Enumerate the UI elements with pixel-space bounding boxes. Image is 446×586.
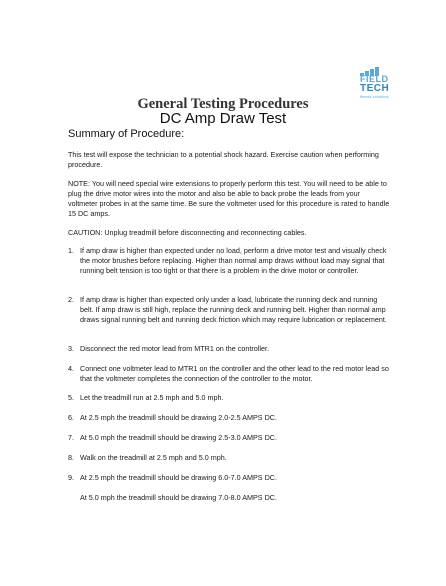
summary-heading: Summary of Procedure: (68, 128, 185, 140)
list-item (68, 473, 390, 483)
list-item-continuation: At 5.0 mph the treadmill should be drawing 7.0-8.0 AMPS DC. (80, 493, 277, 502)
list-item-number: 7. (68, 433, 74, 442)
logo-word-tech: TECH (360, 83, 390, 94)
list-item-text: Disconnect the red motor lead from MTR1 on the controller. (80, 344, 269, 353)
list-item-number: 8. (68, 453, 74, 462)
list-item (68, 364, 390, 384)
list-item-number: 3. (68, 344, 74, 353)
page-title: General Testing Procedures (137, 96, 309, 112)
list-item-number: 4. (68, 364, 74, 373)
list-item-text: If amp draw is higher than expected only under a load, lubricate the running deck and running belt. If amp draw is still high, replace the running deck and running belt. Higher than normal amp draws signal running belt and running deck friction which may require lubrication or replacement. (80, 295, 387, 324)
list-item (68, 295, 390, 325)
intro-paragraph: This test will expose the technician to a potential shock hazard. Exercise caution when performing procedure. (68, 150, 379, 169)
list-item-number: 6. (68, 413, 74, 422)
field-tech-logo (360, 66, 420, 99)
list-item (68, 246, 390, 276)
list-item-number: 5. (68, 393, 74, 402)
list-item-text: Connect one voltmeter lead to MTR1 on the controller and the other lead to the red motor lead so that the voltmeter completes the connection of the controller to the motor. (80, 364, 389, 383)
list-item (68, 344, 390, 354)
logo-tagline: fitness solutions (360, 94, 389, 99)
list-item-number: 1. (68, 246, 74, 255)
list-item (68, 433, 390, 443)
list-item-number: 9. (68, 473, 74, 482)
note-paragraph: NOTE: You will need special wire extensions to properly perform this test. You will need to be able to plug the drive motor wires into the motor and also be able to back probe the leads from your voltmeter probes in at the same time. Be sure the voltmeter used for this procedure is rated to handle 15 DC amps. (68, 179, 390, 218)
logo-word-field: FIELD (360, 74, 389, 84)
list-item (68, 453, 390, 463)
list-item-number: 2. (68, 295, 74, 304)
list-item-text: At 2.5 mph the treadmill should be drawing 6.0-7.0 AMPS DC. (80, 473, 277, 482)
caution-paragraph: CAUTION: Unplug treadmill before disconnecting and reconnecting cables. (68, 228, 307, 237)
list-item (68, 393, 390, 403)
page-subtitle: DC Amp Draw Test (159, 110, 287, 127)
list-item-text: At 2.5 mph the treadmill should be drawing 2.0-2.5 AMPS DC. (80, 413, 277, 422)
list-item-text: At 5.0 mph the treadmill should be drawing 2.5-3.0 AMPS DC. (80, 433, 277, 442)
list-item-text: Walk on the treadmill at 2.5 mph and 5.0 mph. (80, 453, 227, 462)
list-item-text: Let the treadmill run at 2.5 mph and 5.0 mph. (80, 393, 224, 402)
list-item-text: If amp draw is higher than expected under no load, perform a drive motor test and visually check the motor brushes before replacing. Higher than normal amp draws without load may signal that running belt tension is too tight or that there is a problem in the drive motor or controller. (80, 246, 387, 275)
list-item (68, 413, 390, 423)
